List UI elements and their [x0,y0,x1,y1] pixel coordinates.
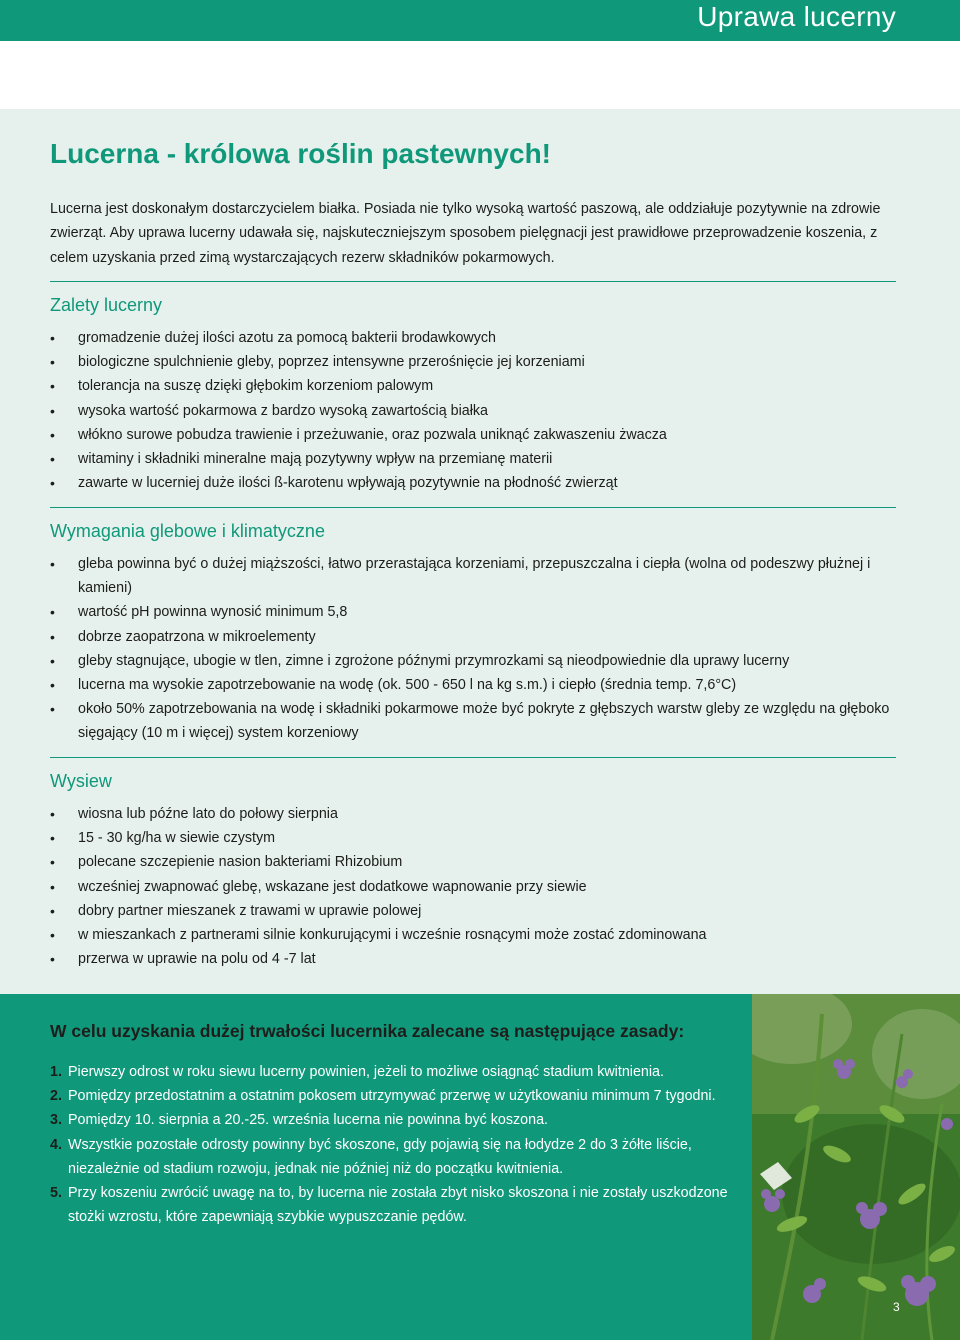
rule-number: 2. [50,1088,62,1105]
bullet-icon: • [50,330,55,346]
list-item: • włókno surowe pobudza trawienie i przeżuwanie, oraz pozwala uniknąć zakwaszeniu żwacza [50,423,900,447]
bullet-icon: • [50,902,55,919]
rule-item: 1. Pierwszy odrost w roku siewu lucerny powinien, jeżeli to możliwe osiągnąć stadium kwitnienia. [50,1060,740,1084]
list-item: • w mieszankach z partnerami silnie konkurującymi i wcześnie rosnącymi może zostać zdominowana [50,923,900,947]
bullet-icon: • [50,951,55,968]
page-header-title: Uprawa lucerny [697,1,896,32]
rule-number: 3. [50,1112,62,1129]
list-wymagania [50,552,900,746]
bullet-icon: • [50,451,55,468]
rule-item: 5. Przy koszeniu zwrócić uwagę na to, by lucerna nie została zbyt nisko skoszona i nie zostały uszkodzone stożki wzrostu, które zapewniają szybkie wypuszczanie pędów. [50,1181,740,1229]
list-item: • dobry partner mieszanek z trawami w uprawie polowej [50,899,900,923]
list-item: • dobrze zaopatrzona w mikroelementy [50,625,900,649]
page-number: 3 [893,1300,900,1314]
bullet-icon: • [50,701,55,718]
list-wysiew [50,802,900,971]
page-title: Lucerna - królowa roślin pastewnych! [50,138,552,169]
list-item: • tolerancja na suszę dzięki głębokim korzeniom palowym [50,374,900,398]
intro-paragraph: Lucerna jest doskonałym dostarczycielem białka. Posiada nie tylko wysoką wartość paszową, ale oddziałuje pozytywnie na zdrowie zwierząt. Aby uprawa lucerny udawała się, najskuteczniejszym sposobem pielęgnacji jest prawidłowe przeprowadzenie koszenia, z celem uzyskania przed zimą wystarczających rezerw składników pokarmowych. [50,201,881,266]
bullet-icon: • [50,652,55,669]
bullet-icon: • [50,677,55,694]
bullet-icon: • [50,378,55,395]
section-divider [50,281,896,282]
bullet-icon: • [50,556,55,572]
list-item: • około 50% zapotrzebowania na wodę i składniki pokarmowe może być pokryte z głębszych warstw gleby ze względu na głęboko sięgający (10 m i więcej) system korzeniowy [50,697,900,745]
list-item: • wiosna lub późne lato do połowy sierpnia [50,802,900,826]
section-divider [50,507,896,508]
rules-title: W celu uzyskania dużej trwałości lucernika zalecane są następujące zasady: [50,1021,685,1041]
bullet-icon: • [50,628,55,645]
list-item: • polecane szczepienie nasion bakteriami Rhizobium [50,850,900,874]
bullet-icon: • [50,830,55,847]
list-item: • wartość pH powinna wynosić minimum 5,8 [50,600,900,624]
bullet-icon: • [50,927,55,944]
section-title-wysiew: Wysiew [50,771,112,791]
bullet-icon: • [50,878,55,895]
bullet-icon: • [50,604,55,621]
list-item: • witaminy i składniki mineralne mają pozytywny wpływ na przemianę materii [50,447,900,471]
rules-list [50,1060,740,1229]
list-item: • 15 - 30 kg/ha w siewie czystym [50,826,900,850]
rule-number: 1. [50,1064,62,1080]
bullet-icon: • [50,402,55,419]
rule-item: 4. Wszystkie pozostałe odrosty powinny być skoszone, gdy pojawią się na łodydze 2 do 3 żółte liście, niezależnie od stadium rozwoju, jednak nie później niż do początku kwitnienia. [50,1133,740,1181]
header-bar [0,0,960,41]
bullet-icon: • [50,426,55,443]
bullet-icon: • [50,354,55,371]
rule-number: 5. [50,1185,62,1202]
section-title-zalety: Zalety lucerny [50,295,163,315]
list-item: • wysoka wartość pokarmowa z bardzo wysoką zawartością białka [50,399,900,423]
rule-number: 4. [50,1136,62,1153]
list-item: • lucerna ma wysokie zapotrzebowanie na wodę (ok. 500 - 650 l na kg s.m.) i ciepło (średnia temp. 7,6°C) [50,673,900,697]
rule-item: 3. Pomiędzy 10. sierpnia a 20.-25. września lucerna nie powinna być koszona. [50,1108,740,1132]
list-zalety [50,326,900,495]
list-item: • gleba powinna być o dużej miąższości, łatwo przerastająca korzeniami, przepuszczalna i ciepła (wolna od podeszwy płużnej i kamieni) [50,552,900,600]
list-item: • przerwa w uprawie na polu od 4 -7 lat [50,947,900,971]
alfalfa-photo [752,994,960,1340]
bullet-icon: • [50,854,55,871]
section-divider [50,757,896,758]
bullet-icon: • [50,475,55,492]
list-item: • zawarte w lucerniej duże ilości ß-karotenu wpływają pozytywnie na płodność zwierząt [50,471,900,495]
list-item: • gleby stagnujące, ubogie w tlen, zimne i zgrożone późnymi przymrozkami są nieodpowiednie dla uprawy lucerny [50,649,900,673]
rule-item: 2. Pomiędzy przedostatnim a ostatnim pokosem utrzymywać przerwę w użytkowaniu minimum 7 tygodni. [50,1084,740,1108]
section-title-wymagania: Wymagania glebowe i klimatyczne [50,521,325,541]
list-item: • wcześniej zwapnować glebę, wskazane jest dodatkowe wapnowanie przy siewie [50,875,900,899]
list-item: • biologiczne spulchnienie gleby, poprzez intensywne przerośnięcie jej korzeniami [50,350,900,374]
list-item: • gromadzenie dużej ilości azotu za pomocą bakterii brodawkowych [50,326,900,350]
bullet-icon: • [50,806,55,822]
